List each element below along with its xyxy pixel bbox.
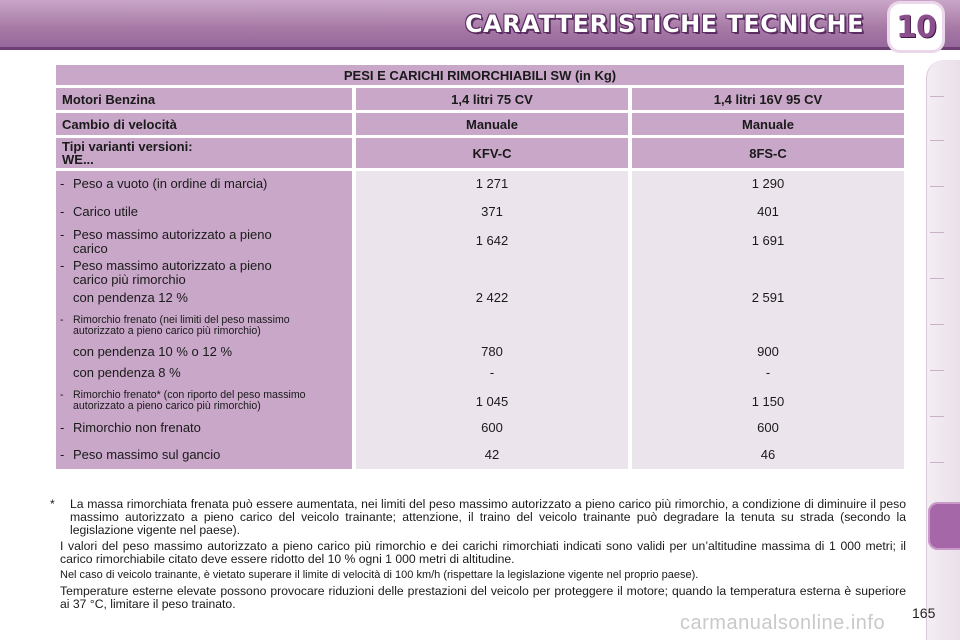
chapter-side-tab[interactable]: [928, 502, 960, 550]
table-cell-empty: [632, 257, 904, 285]
weights-table: [56, 62, 904, 472]
table-cell: 1 642: [475, 233, 509, 248]
table-cell-empty: [356, 257, 628, 285]
list-item: - Rimorchio non frenato: [60, 420, 201, 435]
table-cell: 600: [481, 420, 503, 435]
list-item: - Peso massimo sul gancio: [60, 447, 221, 462]
engine-col1: 1,4 litri 75 CV: [352, 88, 628, 110]
rail-tick: [930, 278, 944, 279]
gearbox-label: Cambio di velocità: [56, 113, 352, 135]
chapter-badge: [890, 4, 942, 50]
right-rail: [926, 60, 960, 640]
chapter-number: 10: [896, 10, 936, 45]
list-item: - Peso massimo autorizzato a pieno carico: [60, 227, 272, 256]
list-item: con pendenza 12 %: [73, 290, 188, 305]
footnote-altitude: I valori del peso massimo autorizzato a pieno carico più rimorchio e dei carichi rimorchiati indicati sono validi per un’altitudine massima di 1 000 metri; il carico rimorchiabile citato deve essere ridotto del 10 % ogni 1 000 metri di altitudine.: [60, 539, 906, 566]
table-cell: 1 290: [751, 176, 785, 191]
table-cell: 1 271: [475, 176, 509, 191]
rail-tick: [930, 140, 944, 141]
footnote-speed: Nel caso di veicolo trainante, è vietato superare il limite di velocità di 100 km/h (rispettare la legislazione vigente nel proprio paese).: [60, 569, 699, 581]
table-cell: 1 150: [751, 394, 785, 409]
table-cell: 371: [481, 204, 503, 219]
variant-col2: 8FS-C: [628, 138, 904, 168]
table-cell: 2 422: [475, 290, 509, 305]
page-number: 165: [912, 605, 936, 621]
list-item: - Peso massimo autorizzato a pieno carico più rimorchio: [60, 258, 272, 287]
rail-tick: [930, 232, 944, 233]
table-cell-empty: [632, 309, 904, 341]
variant-label-line2: WE...: [62, 152, 94, 167]
gearbox-col2: Manuale: [628, 113, 904, 135]
table-cell: -: [765, 365, 771, 380]
list-item: con pendenza 8 %: [73, 365, 181, 380]
gearbox-col1: Manuale: [352, 113, 628, 135]
table-title-row: [56, 65, 904, 85]
engine-col2: 1,4 litri 16V 95 CV: [628, 88, 904, 110]
variant-col1: KFV-C: [352, 138, 628, 168]
table-cell: 46: [760, 447, 776, 462]
table-cell: 2 591: [751, 290, 785, 305]
labels-column: [56, 171, 352, 469]
list-item: - Carico utile: [60, 204, 139, 219]
rail-tick: [930, 324, 944, 325]
table-title: PESI E CARICHI RIMORCHIABILI SW (in Kg): [56, 65, 904, 85]
engine-label: Motori Benzina: [56, 88, 352, 110]
rail-tick: [930, 370, 944, 371]
rail-tick: [930, 186, 944, 187]
table-cell: 600: [757, 420, 779, 435]
page-title: CARATTERISTICHE TECNICHE: [465, 10, 864, 38]
table-cell: 1 691: [751, 233, 785, 248]
rail-tick: [930, 416, 944, 417]
table-cell-empty: [356, 309, 628, 341]
gearbox-row: [56, 113, 904, 135]
variant-row: [56, 138, 904, 168]
table-cell: 780: [481, 344, 503, 359]
values-column-2: [628, 171, 904, 469]
list-item: con pendenza 10 % o 12 %: [73, 344, 233, 359]
table-cell: 900: [757, 344, 779, 359]
rail-tick: [930, 462, 944, 463]
list-item: - Rimorchio frenato (nei limiti del peso massimo autorizzato a pieno carico più rimorchio): [60, 314, 290, 337]
variant-label-line1: Tipi varianti versioni:: [62, 139, 193, 154]
table-cell: 401: [757, 204, 779, 219]
engine-row: [56, 88, 904, 110]
values-column-1: [352, 171, 628, 469]
table-body-block: [56, 171, 904, 469]
table-cell: 1 045: [475, 394, 509, 409]
footnotes: [50, 497, 906, 614]
variant-label: [56, 138, 352, 168]
rail-tick: [930, 96, 944, 97]
footnote-star: * La massa rimorchiata frenata può essere aumentata, nei limiti del peso massimo autorizzato a pieno carico più rimorchio, a condizione di diminuire il peso massimo autorizzato a pieno carico del veicolo trainante; attenzione, il traino del veicolo trainante può degradare la tenuta su strada (secondo la legislazione vigente nel paese).: [50, 497, 906, 537]
list-item: - Peso a vuoto (in ordine di marcia): [60, 176, 268, 191]
footnote-temperature: Temperature esterne elevate possono provocare riduzioni delle prestazioni del veicolo per proteggere il motore; quando la temperatura esterna è superiore ai 37 °C, limitare il peso trainato.: [60, 584, 906, 611]
table-cell: -: [489, 365, 495, 380]
table-cell: 42: [484, 447, 500, 462]
watermark: carmanualsonline.info: [680, 612, 886, 634]
list-item: - Rimorchio frenato* (con riporto del peso massimo autorizzato a pieno carico più rimorchio): [60, 389, 306, 412]
